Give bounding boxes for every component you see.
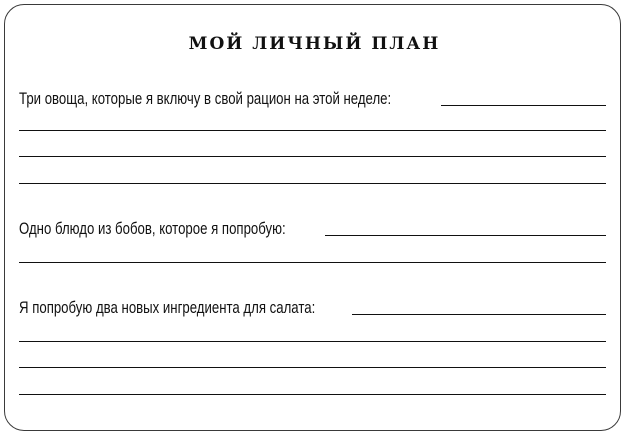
- vegetables-answer-line-1[interactable]: [19, 130, 606, 131]
- salad-inline-answer-line[interactable]: [352, 314, 606, 315]
- beans-answer-line-1[interactable]: [19, 262, 606, 263]
- vegetables-answer-line-3[interactable]: [19, 183, 606, 184]
- beans-prompt: Одно блюдо из бобов, которое я попробую:: [19, 220, 286, 238]
- salad-answer-line-2[interactable]: [19, 367, 606, 368]
- vegetables-inline-answer-line[interactable]: [441, 105, 606, 106]
- beans-prompt-row: [19, 217, 606, 239]
- vegetables-prompt-row: [19, 87, 606, 109]
- vegetables-prompt: Три овоща, которые я включу в свой рацион на этой неделе:: [19, 90, 392, 108]
- salad-prompt: Я попробую два новых ингредиента для салата:: [19, 299, 316, 317]
- page-title: МОЙ ЛИЧНЫЙ ПЛАН: [188, 34, 441, 54]
- beans-inline-answer-line[interactable]: [325, 235, 606, 236]
- salad-answer-line-1[interactable]: [19, 341, 606, 342]
- salad-prompt-row: [19, 296, 606, 318]
- vegetables-answer-line-2[interactable]: [19, 156, 606, 157]
- salad-answer-line-3[interactable]: [19, 394, 606, 395]
